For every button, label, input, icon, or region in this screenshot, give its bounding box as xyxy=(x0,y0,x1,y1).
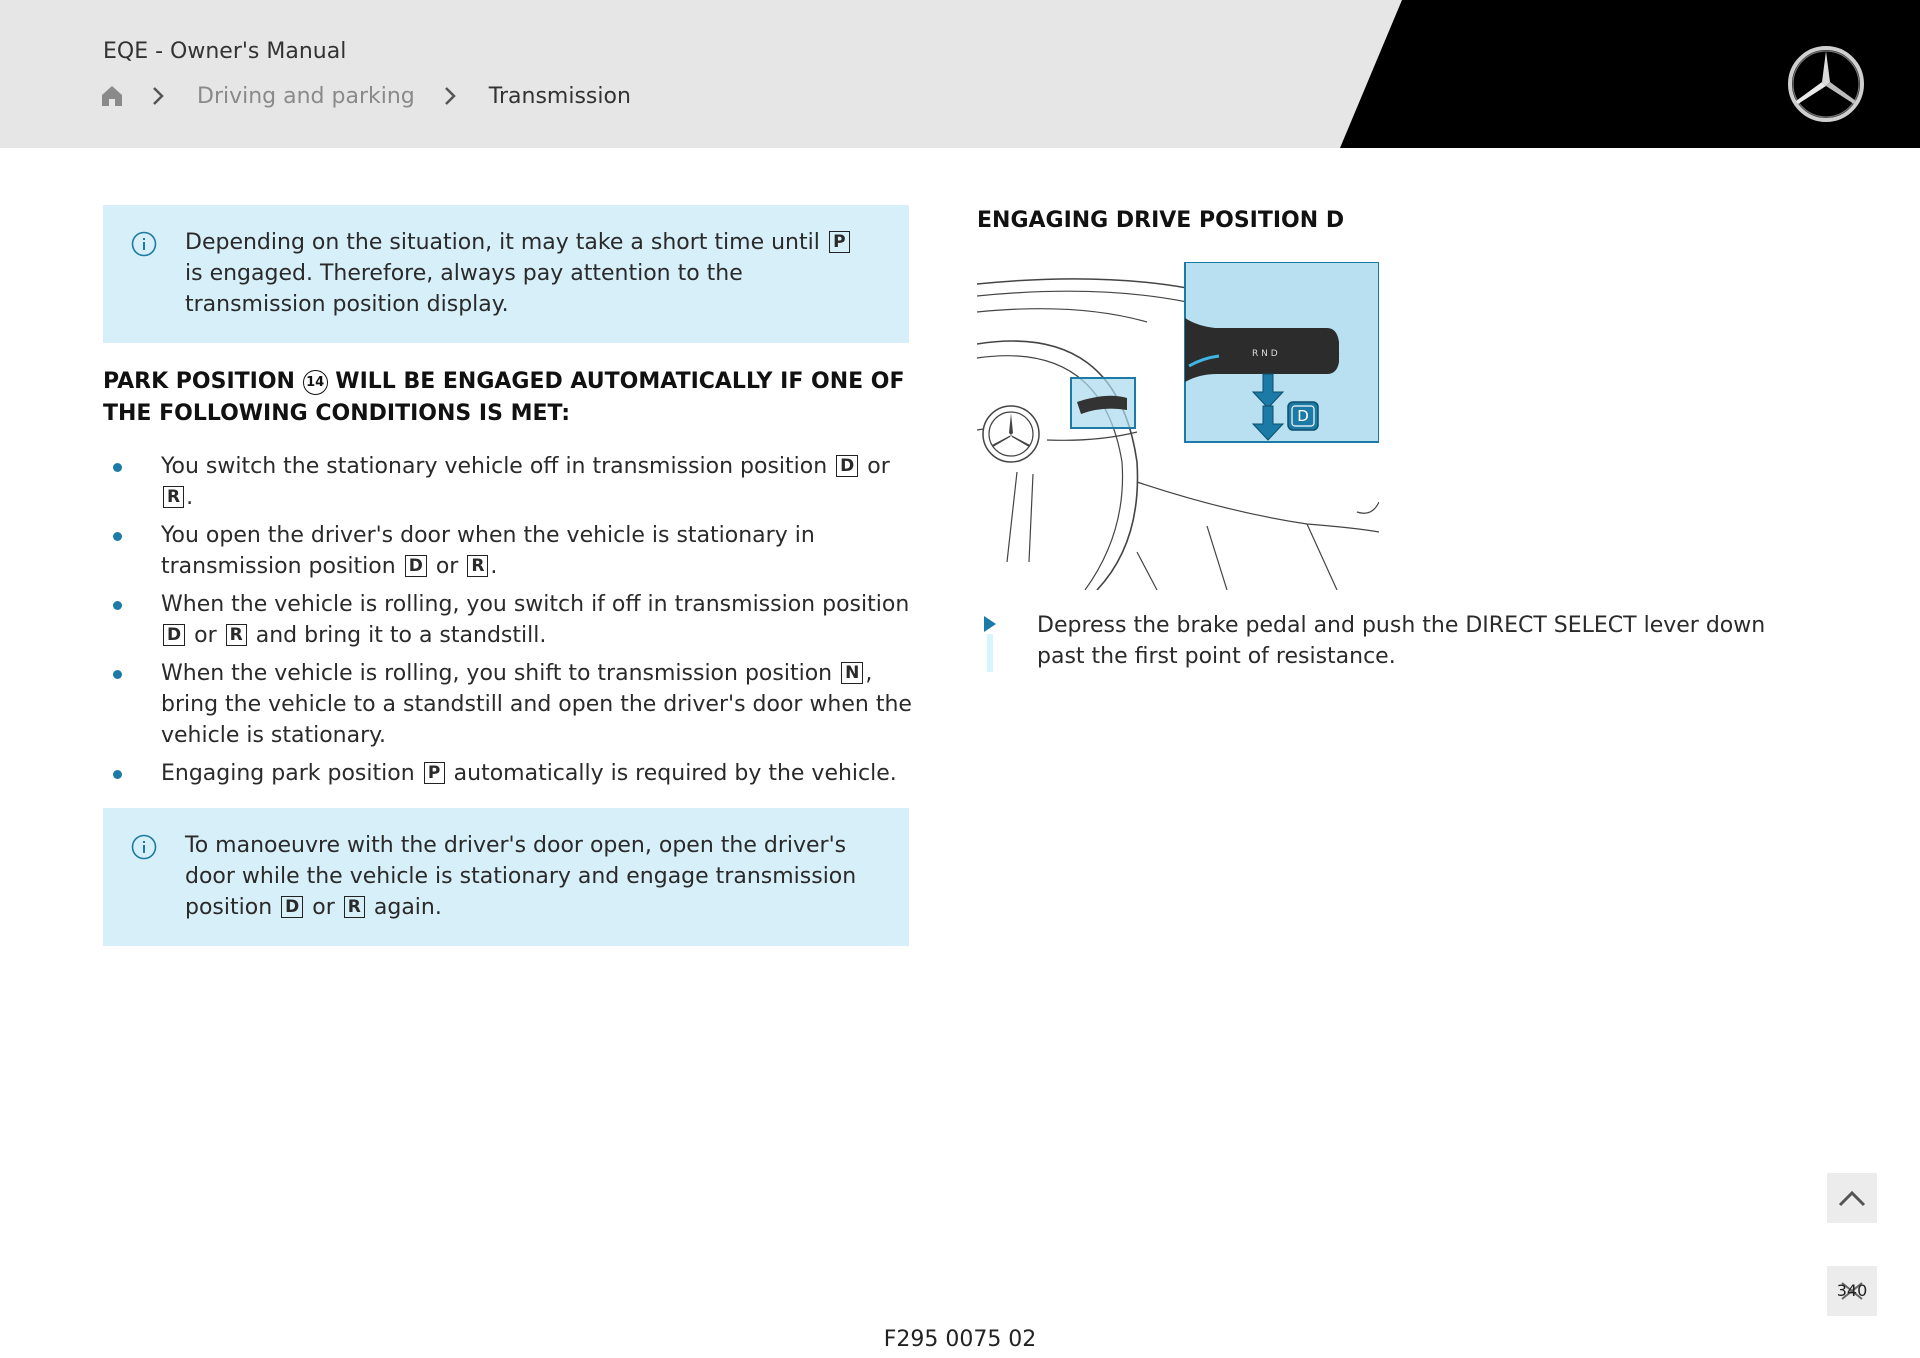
heading-text: PARK POSITION xyxy=(103,369,295,394)
bullet-dot xyxy=(113,601,122,610)
scroll-to-top-button[interactable] xyxy=(1827,1173,1877,1223)
list-text: and bring it to a standstill. xyxy=(255,623,547,648)
breadcrumb-current: Transmission xyxy=(488,83,631,109)
list-text: or xyxy=(867,454,890,479)
breadcrumb-link-driving-and-parking[interactable]: Driving and parking xyxy=(197,83,415,109)
conditions-list xyxy=(103,451,913,796)
list-item xyxy=(103,451,913,513)
info-text: To manoeuvre with the driver's door open, open the driver's door while the vehicle is stationary and engage transmission position xyxy=(185,833,857,920)
key-symbol: D xyxy=(163,624,185,646)
callout-number: 14 xyxy=(303,370,328,395)
key-symbol: N xyxy=(841,662,863,684)
instruction-step-icon xyxy=(982,616,998,672)
info-icon xyxy=(131,834,157,860)
document-code: F295 0075 02 xyxy=(883,1327,1037,1352)
info-icon xyxy=(131,231,157,257)
svg-text:R N D: R N D xyxy=(1252,349,1278,359)
bullet-dot xyxy=(113,670,122,679)
key-symbol: D xyxy=(405,555,427,577)
list-text: or xyxy=(194,623,217,648)
key-symbol: D xyxy=(836,455,858,477)
list-text: . xyxy=(490,554,498,579)
info-text: is engaged. Therefore, always pay attention to the transmission position display. xyxy=(185,261,743,317)
key-symbol: P xyxy=(424,762,445,784)
steering-lever-illustration xyxy=(977,262,1379,590)
doc-title: EQE - Owner's Manual xyxy=(103,39,347,64)
key-symbol: R xyxy=(226,624,247,646)
info-box-p-engaged xyxy=(103,205,909,343)
list-item xyxy=(103,520,913,582)
key-symbol: R xyxy=(344,896,365,918)
key-symbol: R xyxy=(163,486,184,508)
list-text: or xyxy=(435,554,459,579)
list-item xyxy=(103,658,913,751)
key-symbol: D xyxy=(281,896,303,918)
list-text: When the vehicle is rolling, you shift to transmission position xyxy=(161,661,833,686)
list-text: Engaging park position xyxy=(161,761,415,786)
mercedes-star-icon xyxy=(1786,44,1866,124)
illustration-key-label: D xyxy=(1297,407,1309,425)
section-heading-drive-position: ENGAGING DRIVE POSITION D xyxy=(977,208,1345,233)
key-symbol: P xyxy=(829,231,850,253)
bullet-dot xyxy=(113,463,122,472)
chevron-right-icon xyxy=(443,85,463,107)
chevron-up-icon xyxy=(1837,1188,1867,1208)
list-text: You switch the stationary vehicle off in transmission position xyxy=(161,454,828,479)
page-header xyxy=(0,0,1920,148)
list-item xyxy=(103,589,913,651)
info-text: Depending on the situation, it may take a short time until xyxy=(185,230,820,255)
section-heading-park-position xyxy=(103,366,923,430)
breadcrumb xyxy=(101,80,631,112)
list-text: automatically is required by the vehicle. xyxy=(453,761,897,786)
list-text: , bring the vehicle to a standstill and open the driver's door when the vehicle is stationary. xyxy=(161,661,912,748)
info-box-manoeuvre xyxy=(103,808,909,946)
list-item xyxy=(103,758,913,789)
page-number: 340 xyxy=(1836,1281,1868,1300)
heading-text: WILL BE ENGAGED AUTOMATICALLY IF ONE OF THE FOLLOWING CONDITIONS IS MET: xyxy=(103,369,905,426)
info-text: again. xyxy=(373,895,442,920)
bullet-dot xyxy=(113,532,122,541)
list-text: . xyxy=(186,485,194,510)
chevron-right-icon xyxy=(151,85,171,107)
bullet-dot xyxy=(113,770,122,779)
list-text: When the vehicle is rolling, you switch if off in transmission position xyxy=(161,592,910,617)
page-number-button[interactable] xyxy=(1827,1266,1877,1316)
instruction-text: Depress the brake pedal and push the DIRECT SELECT lever down past the first point of resistance. xyxy=(1037,613,1766,669)
home-icon[interactable] xyxy=(101,85,123,107)
list-text: You open the driver's door when the vehicle is stationary in transmission position xyxy=(161,523,815,579)
info-text: or xyxy=(312,895,335,920)
key-symbol: R xyxy=(467,555,488,577)
